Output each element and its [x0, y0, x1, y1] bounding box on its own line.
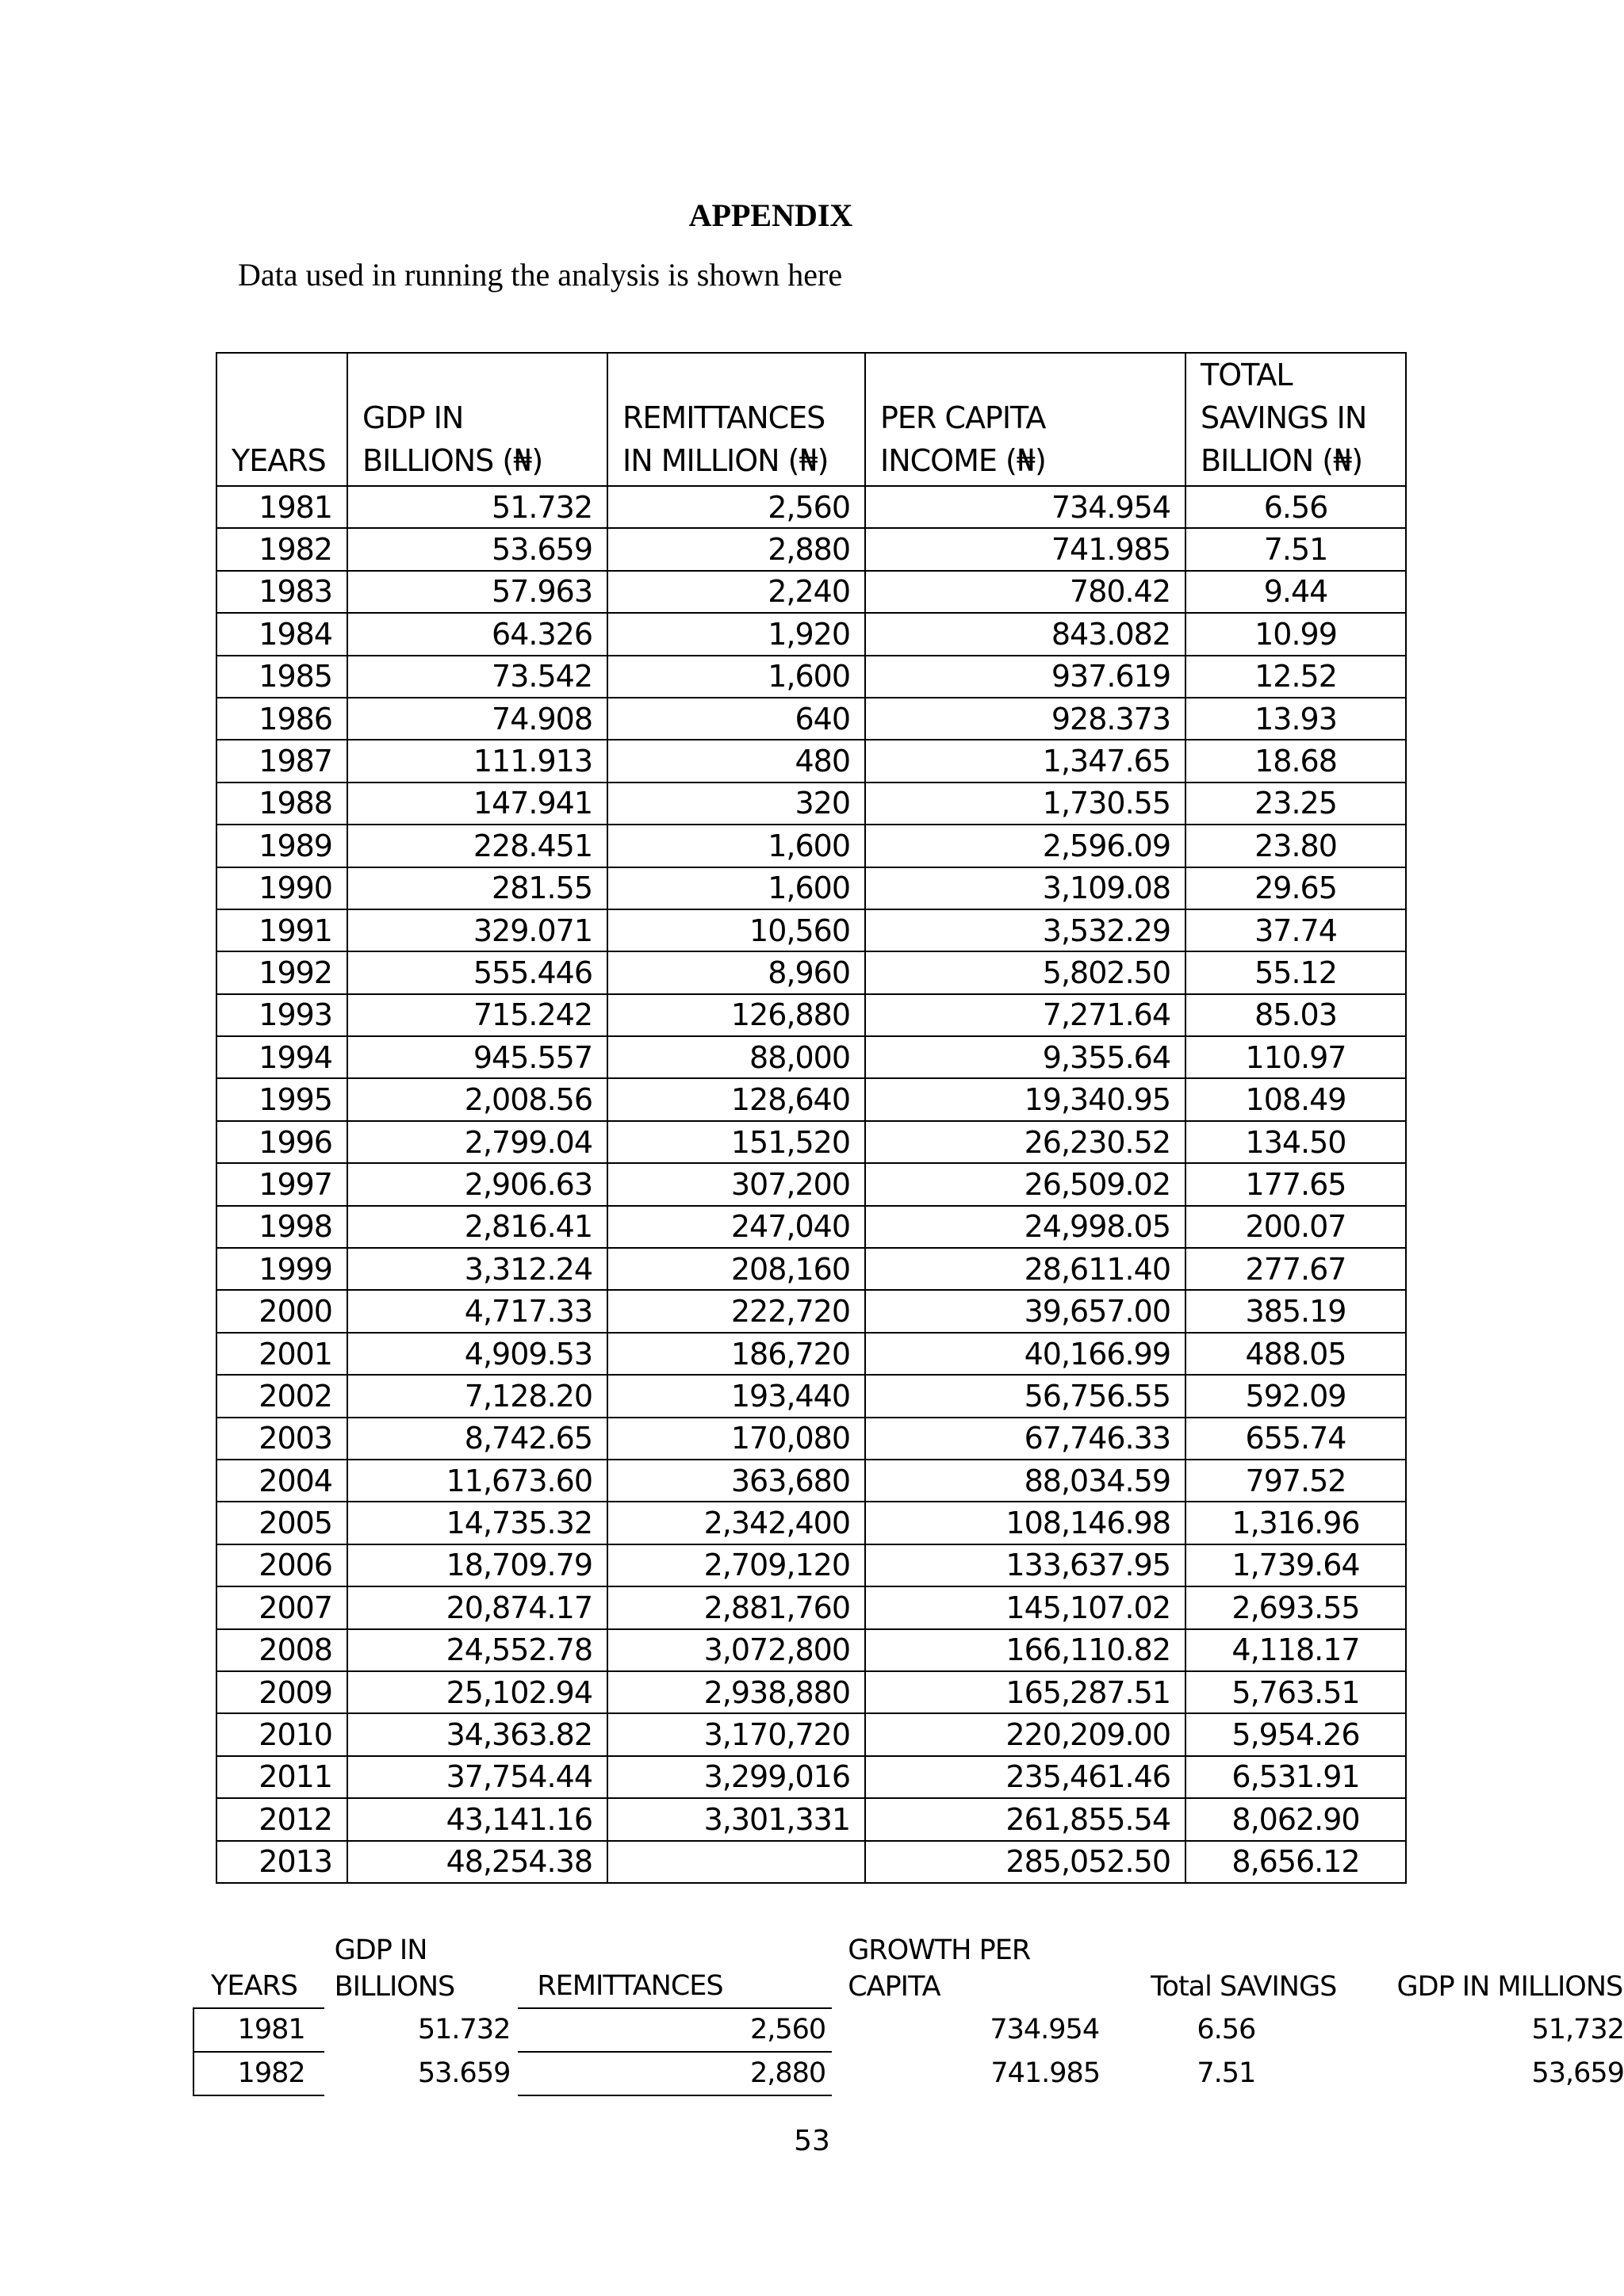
summary-cell-gdp-millions: 51,732: [1531, 2014, 1624, 2045]
cell-per-capita-income: 7,271.64: [865, 994, 1185, 1036]
cell-gdp: 18,709.79: [347, 1544, 607, 1586]
cell-total-savings: 9.44: [1185, 571, 1406, 613]
cell-year: 1999: [216, 1248, 347, 1290]
cell-year: 1994: [216, 1036, 347, 1078]
cell-gdp: 64.326: [347, 613, 607, 655]
cell-year: 2000: [216, 1290, 347, 1332]
summary-cell-growth: 734.954: [990, 2014, 1100, 2045]
table-header-row: [216, 353, 1406, 486]
table-row: [216, 571, 1406, 613]
cell-per-capita-income: 26,509.02: [865, 1163, 1185, 1205]
cell-gdp: 20,874.17: [347, 1586, 607, 1628]
cell-gdp: 2,008.56: [347, 1078, 607, 1120]
table-row: [216, 1036, 1406, 1078]
summary-header-growth-per-capita: GROWTH PER CAPITA: [848, 1934, 1031, 2003]
cell-per-capita-income: 741.985: [865, 528, 1185, 570]
cell-remittances: 2,560: [607, 486, 865, 528]
summary-header-total-savings: Total SAVINGS: [1151, 1971, 1337, 2003]
table-row: [216, 528, 1406, 570]
table-row: [216, 1163, 1406, 1205]
cell-total-savings: 177.65: [1185, 1163, 1406, 1205]
summary-cell-gdp-millions: 53,659: [1531, 2057, 1624, 2089]
cell-total-savings: 55.12: [1185, 951, 1406, 993]
cell-total-savings: 797.52: [1185, 1460, 1406, 1502]
cell-remittances: 307,200: [607, 1163, 865, 1205]
table-row: [216, 1713, 1406, 1755]
cell-per-capita-income: 67,746.33: [865, 1418, 1185, 1460]
table-row: [216, 1586, 1406, 1628]
cell-gdp: 715.242: [347, 994, 607, 1036]
cell-per-capita-income: 780.42: [865, 571, 1185, 613]
table-row: [216, 1502, 1406, 1544]
cell-year: 2008: [216, 1629, 347, 1671]
summary-cell-year: 1982: [193, 2052, 324, 2095]
table-row: [216, 486, 1406, 528]
cell-per-capita-income: 5,802.50: [865, 951, 1185, 993]
summary-cell-year: 1981: [193, 2008, 324, 2052]
cell-per-capita-income: 56,756.55: [865, 1375, 1185, 1417]
table-row: [216, 1841, 1406, 1883]
cell-remittances: 1,920: [607, 613, 865, 655]
cell-year: 2007: [216, 1586, 347, 1628]
cell-gdp: 945.557: [347, 1036, 607, 1078]
cell-total-savings: 5,954.26: [1185, 1713, 1406, 1755]
cell-total-savings: 29.65: [1185, 867, 1406, 909]
cell-gdp: 14,735.32: [347, 1502, 607, 1544]
summary-cell-savings: 6.56: [1197, 2014, 1256, 2045]
table-row: [216, 1121, 1406, 1163]
cell-remittances: 3,301,331: [607, 1798, 865, 1840]
cell-total-savings: 277.67: [1185, 1248, 1406, 1290]
cell-total-savings: 5,763.51: [1185, 1671, 1406, 1713]
cell-remittances: 2,881,760: [607, 1586, 865, 1628]
cell-year: 1998: [216, 1206, 347, 1248]
cell-gdp: 147.941: [347, 783, 607, 825]
cell-year: 1983: [216, 571, 347, 613]
summary-header-gdp: GDP IN BILLIONS: [334, 1934, 455, 2003]
cell-total-savings: 4,118.17: [1185, 1629, 1406, 1671]
cell-per-capita-income: 24,998.05: [865, 1206, 1185, 1248]
cell-per-capita-income: 1,730.55: [865, 783, 1185, 825]
cell-per-capita-income: 937.619: [865, 656, 1185, 698]
table-row: [216, 1078, 1406, 1120]
table-row: [216, 656, 1406, 698]
cell-total-savings: 23.80: [1185, 825, 1406, 867]
cell-total-savings: 592.09: [1185, 1375, 1406, 1417]
table-row: [216, 1544, 1406, 1586]
page-number: 53: [794, 2125, 830, 2157]
cell-per-capita-income: 166,110.82: [865, 1629, 1185, 1671]
cell-total-savings: 7.51: [1185, 528, 1406, 570]
cell-total-savings: 655.74: [1185, 1418, 1406, 1460]
cell-year: 1997: [216, 1163, 347, 1205]
cell-year: 1993: [216, 994, 347, 1036]
cell-per-capita-income: 285,052.50: [865, 1841, 1185, 1883]
table-row: [216, 1418, 1406, 1460]
cell-total-savings: 10.99: [1185, 613, 1406, 655]
cell-remittances: 1,600: [607, 867, 865, 909]
table-row: [216, 867, 1406, 909]
cell-per-capita-income: 261,855.54: [865, 1798, 1185, 1840]
table-row: [216, 1206, 1406, 1248]
cell-remittances: 320: [607, 783, 865, 825]
cell-gdp: 228.451: [347, 825, 607, 867]
cell-remittances: 170,080: [607, 1418, 865, 1460]
cell-year: 2010: [216, 1713, 347, 1755]
summary-cell-remittances: 2,560: [518, 2008, 832, 2052]
cell-gdp: 2,816.41: [347, 1206, 607, 1248]
cell-remittances: 1,600: [607, 825, 865, 867]
summary-cell-growth: 741.985: [990, 2057, 1101, 2089]
cell-year: 1985: [216, 656, 347, 698]
cell-remittances: 2,240: [607, 571, 865, 613]
cell-remittances: 2,938,880: [607, 1671, 865, 1713]
table-row: [216, 909, 1406, 951]
cell-remittances: 186,720: [607, 1333, 865, 1375]
cell-remittances: 1,600: [607, 656, 865, 698]
cell-year: 1990: [216, 867, 347, 909]
cell-gdp: 53.659: [347, 528, 607, 570]
cell-total-savings: 108.49: [1185, 1078, 1406, 1120]
header-gdp: GDP IN BILLIONS (₦): [347, 353, 607, 486]
cell-remittances: 222,720: [607, 1290, 865, 1332]
cell-gdp: 2,799.04: [347, 1121, 607, 1163]
cell-per-capita-income: 220,209.00: [865, 1713, 1185, 1755]
cell-gdp: 24,552.78: [347, 1629, 607, 1671]
cell-gdp: 7,128.20: [347, 1375, 607, 1417]
cell-remittances: 8,960: [607, 951, 865, 993]
cell-year: 1991: [216, 909, 347, 951]
cell-year: 2006: [216, 1544, 347, 1586]
cell-per-capita-income: 165,287.51: [865, 1671, 1185, 1713]
cell-gdp: 2,906.63: [347, 1163, 607, 1205]
table-row: [216, 994, 1406, 1036]
summary-cell-remittances: 2,880: [518, 2052, 832, 2095]
cell-per-capita-income: 133,637.95: [865, 1544, 1185, 1586]
cell-remittances: 3,072,800: [607, 1629, 865, 1671]
cell-remittances: 2,709,120: [607, 1544, 865, 1586]
cell-remittances: 247,040: [607, 1206, 865, 1248]
cell-total-savings: 134.50: [1185, 1121, 1406, 1163]
summary-row: [193, 2008, 1624, 2052]
cell-gdp: 73.542: [347, 656, 607, 698]
cell-gdp: 4,717.33: [347, 1290, 607, 1332]
table-row: [216, 1798, 1406, 1840]
cell-per-capita-income: 28,611.40: [865, 1248, 1185, 1290]
cell-per-capita-income: 1,347.65: [865, 740, 1185, 782]
cell-per-capita-income: 108,146.98: [865, 1502, 1185, 1544]
cell-year: 2013: [216, 1841, 347, 1883]
header-years: YEARS: [216, 353, 347, 486]
cell-remittances: 193,440: [607, 1375, 865, 1417]
cell-total-savings: 110.97: [1185, 1036, 1406, 1078]
cell-per-capita-income: 40,166.99: [865, 1333, 1185, 1375]
table-row: [216, 951, 1406, 993]
cell-remittances: 3,299,016: [607, 1756, 865, 1798]
appendix-heading: APPENDIX: [688, 197, 853, 233]
table-row: [216, 1671, 1406, 1713]
cell-total-savings: 2,693.55: [1185, 1586, 1406, 1628]
cell-remittances: 151,520: [607, 1121, 865, 1163]
cell-remittances: 3,170,720: [607, 1713, 865, 1755]
cell-total-savings: 6.56: [1185, 486, 1406, 528]
cell-year: 1992: [216, 951, 347, 993]
cell-total-savings: 12.52: [1185, 656, 1406, 698]
cell-gdp: 3,312.24: [347, 1248, 607, 1290]
header-total-savings: TOTAL SAVINGS IN BILLION (₦): [1185, 353, 1406, 486]
cell-total-savings: 385.19: [1185, 1290, 1406, 1332]
cell-total-savings: 8,656.12: [1185, 1841, 1406, 1883]
cell-year: 2012: [216, 1798, 347, 1840]
table-row: [216, 1629, 1406, 1671]
cell-remittances: 10,560: [607, 909, 865, 951]
cell-year: 1995: [216, 1078, 347, 1120]
summary-cell-savings: 7.51: [1197, 2057, 1256, 2089]
cell-year: 1984: [216, 613, 347, 655]
cell-remittances: 208,160: [607, 1248, 865, 1290]
cell-gdp: 8,742.65: [347, 1418, 607, 1460]
table-row: [216, 825, 1406, 867]
summary-cell-gdp: 51.732: [417, 2014, 511, 2045]
cell-gdp: 48,254.38: [347, 1841, 607, 1883]
cell-gdp: 555.446: [347, 951, 607, 993]
cell-per-capita-income: 19,340.95: [865, 1078, 1185, 1120]
table-row: [216, 613, 1406, 655]
cell-gdp: 51.732: [347, 486, 607, 528]
cell-total-savings: 18.68: [1185, 740, 1406, 782]
cell-total-savings: 488.05: [1185, 1333, 1406, 1375]
table-row: [216, 1375, 1406, 1417]
cell-gdp: 57.963: [347, 571, 607, 613]
cell-total-savings: 23.25: [1185, 783, 1406, 825]
cell-year: 2002: [216, 1375, 347, 1417]
header-per-capita-income: PER CAPITA INCOME (₦): [865, 353, 1185, 486]
table-row: [216, 698, 1406, 740]
cell-remittances: 126,880: [607, 994, 865, 1036]
cell-year: 1981: [216, 486, 347, 528]
cell-total-savings: 8,062.90: [1185, 1798, 1406, 1840]
cell-year: 1996: [216, 1121, 347, 1163]
cell-per-capita-income: 3,532.29: [865, 909, 1185, 951]
cell-per-capita-income: 145,107.02: [865, 1586, 1185, 1628]
cell-per-capita-income: 2,596.09: [865, 825, 1185, 867]
cell-gdp: 329.071: [347, 909, 607, 951]
cell-remittances: 363,680: [607, 1460, 865, 1502]
cell-per-capita-income: 9,355.64: [865, 1036, 1185, 1078]
intro-text: Data used in running the analysis is shown here: [238, 257, 843, 293]
cell-year: 2009: [216, 1671, 347, 1713]
summary-table: [193, 1917, 1624, 2096]
cell-per-capita-income: 235,461.46: [865, 1756, 1185, 1798]
cell-remittances: 88,000: [607, 1036, 865, 1078]
summary-cell-gdp: 53.659: [417, 2057, 511, 2089]
summary-header-years: YEARS: [211, 1970, 297, 2002]
cell-remittances: 2,342,400: [607, 1502, 865, 1544]
cell-year: 1987: [216, 740, 347, 782]
cell-remittances: 2,880: [607, 528, 865, 570]
cell-year: 2004: [216, 1460, 347, 1502]
cell-gdp: 37,754.44: [347, 1756, 607, 1798]
cell-year: 1982: [216, 528, 347, 570]
cell-per-capita-income: 928.373: [865, 698, 1185, 740]
cell-gdp: 4,909.53: [347, 1333, 607, 1375]
summary-header-remittances: REMITTANCES: [537, 1970, 723, 2002]
cell-year: 2011: [216, 1756, 347, 1798]
cell-year: 2003: [216, 1418, 347, 1460]
table-row: [216, 1333, 1406, 1375]
cell-per-capita-income: 26,230.52: [865, 1121, 1185, 1163]
cell-gdp: 25,102.94: [347, 1671, 607, 1713]
cell-gdp: 111.913: [347, 740, 607, 782]
cell-per-capita-income: 88,034.59: [865, 1460, 1185, 1502]
table-row: [216, 1756, 1406, 1798]
cell-year: 2005: [216, 1502, 347, 1544]
cell-remittances: 640: [607, 698, 865, 740]
cell-total-savings: 6,531.91: [1185, 1756, 1406, 1798]
cell-total-savings: 1,739.64: [1185, 1544, 1406, 1586]
cell-remittances: 480: [607, 740, 865, 782]
cell-per-capita-income: 843.082: [865, 613, 1185, 655]
cell-year: 1988: [216, 783, 347, 825]
cell-total-savings: 37.74: [1185, 909, 1406, 951]
cell-total-savings: 13.93: [1185, 698, 1406, 740]
table-row: [216, 783, 1406, 825]
cell-total-savings: 85.03: [1185, 994, 1406, 1036]
table-row: [216, 1248, 1406, 1290]
cell-year: 2001: [216, 1333, 347, 1375]
cell-per-capita-income: 734.954: [865, 486, 1185, 528]
header-remittances: REMITTANCES IN MILLION (₦): [607, 353, 865, 486]
summary-row: [193, 2052, 1624, 2095]
cell-per-capita-income: 39,657.00: [865, 1290, 1185, 1332]
cell-remittances: [607, 1841, 865, 1883]
table-row: [216, 1290, 1406, 1332]
cell-gdp: 281.55: [347, 867, 607, 909]
summary-header-row: [193, 1917, 1624, 2008]
cell-gdp: 11,673.60: [347, 1460, 607, 1502]
cell-gdp: 74.908: [347, 698, 607, 740]
cell-remittances: 128,640: [607, 1078, 865, 1120]
cell-total-savings: 1,316.96: [1185, 1502, 1406, 1544]
summary-header-gdp-millions: GDP IN MILLIONS: [1396, 1971, 1623, 2003]
data-table: [216, 352, 1407, 1884]
cell-per-capita-income: 3,109.08: [865, 867, 1185, 909]
cell-year: 1989: [216, 825, 347, 867]
table-row: [216, 740, 1406, 782]
cell-gdp: 34,363.82: [347, 1713, 607, 1755]
table-row: [216, 1460, 1406, 1502]
cell-total-savings: 200.07: [1185, 1206, 1406, 1248]
cell-gdp: 43,141.16: [347, 1798, 607, 1840]
cell-year: 1986: [216, 698, 347, 740]
